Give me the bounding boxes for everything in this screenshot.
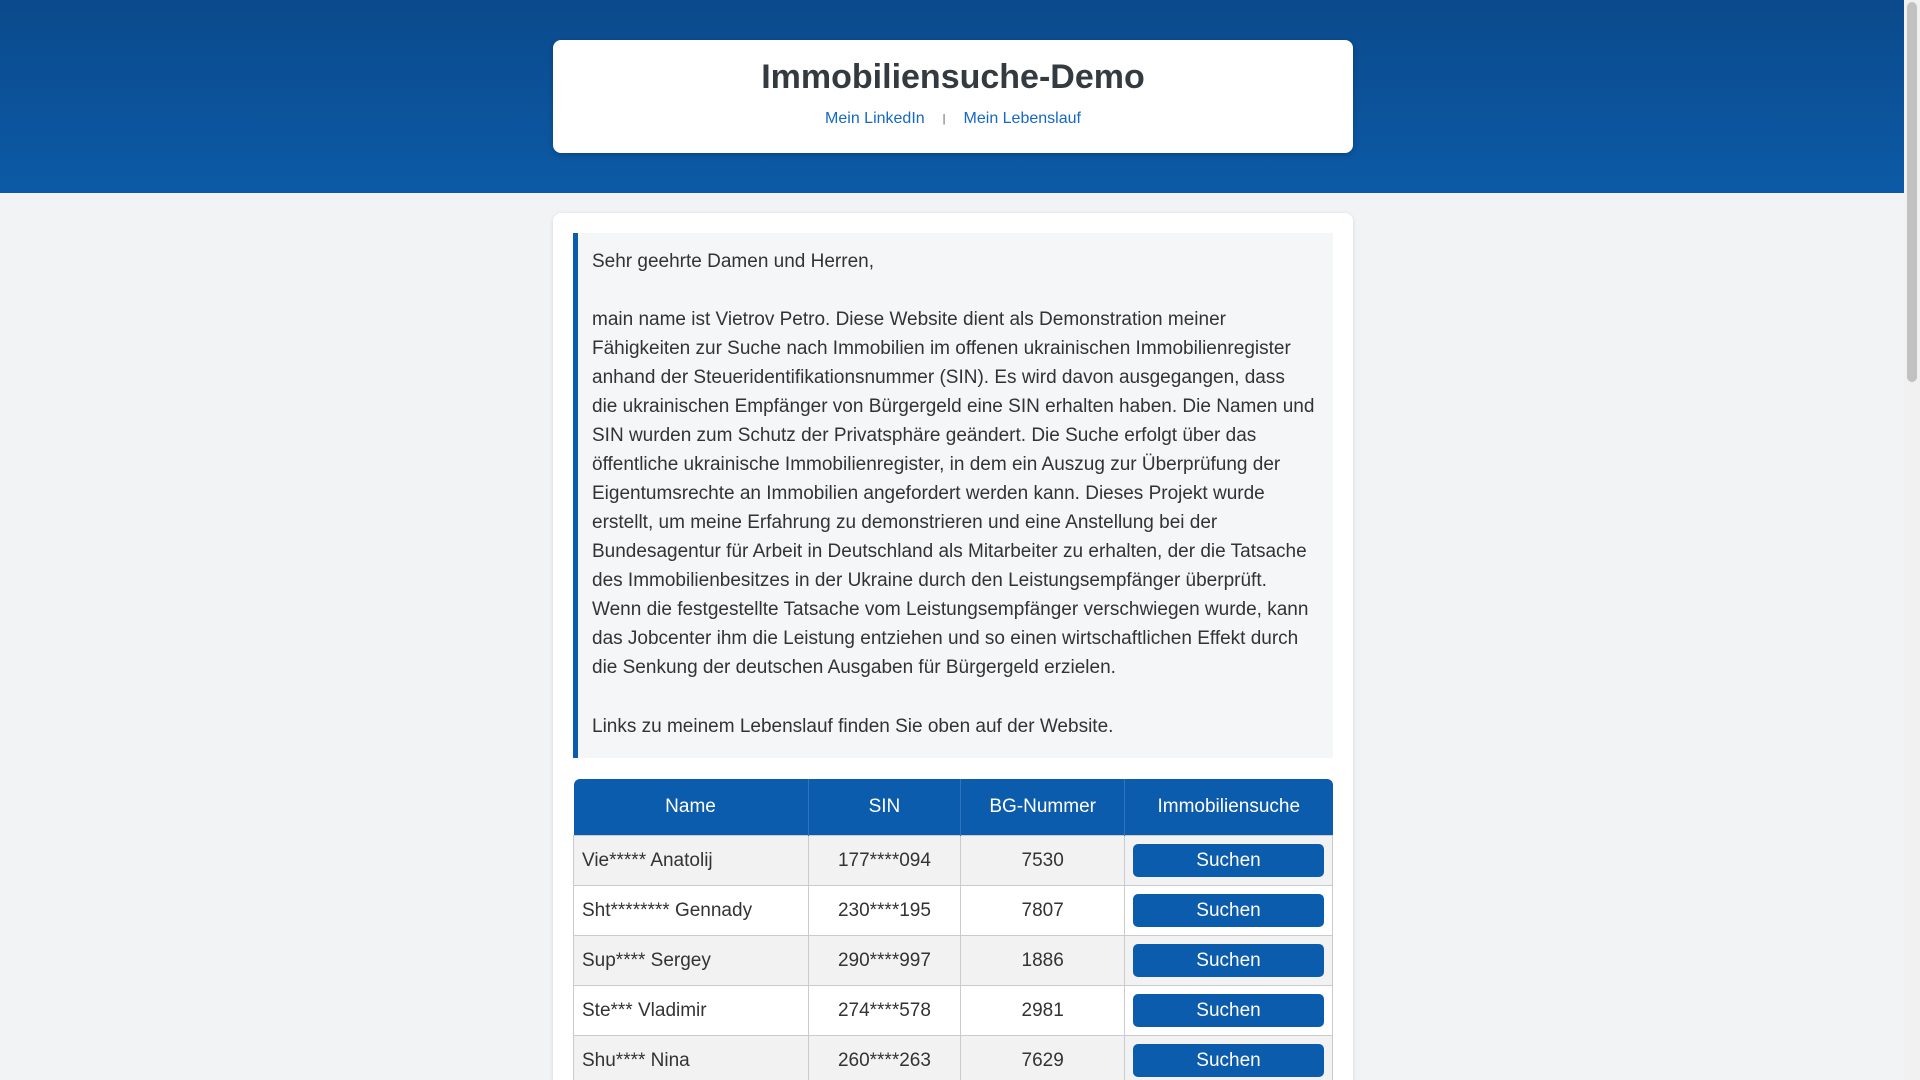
table-row xyxy=(574,1036,1333,1080)
column-header-property-search: Immobiliensuche xyxy=(1125,779,1333,836)
search-button[interactable]: Suchen xyxy=(1133,994,1324,1027)
search-button[interactable]: Suchen xyxy=(1133,1044,1324,1077)
cell-bg-number: 7629 xyxy=(961,1036,1125,1080)
column-header-sin: SIN xyxy=(808,779,961,836)
intro-body: main name ist Vietrov Petro. Diese Website dient als Demonstration meiner Fähigkeiten zur Suche nach Immobilien im offenen ukrainischen Immobilienregister anhand der Steueridentifikationsnummer (SIN). Es wird davon ausgegangen, dass die ukrainischen Empfänger von Bürgergeld eine SIN erhalten haben. Die Namen und SIN wurden zum Schutz der Privatsphäre geändert. Die Suche erfolgt über das öffentliche ukrainische Immobilienregister, in dem ein Auszug zur Überprüfung der Eigentumsrechte an Immobilien angefordert werden kann. Dieses Projekt wurde erstellt, um meine Erfahrung zu demonstrieren und eine Anstellung bei der Bundesagentur für Arbeit in Deutschland als Mitarbeiter zu erhalten, der die Tatsache des Immobilienbesitzes in der Ukraine durch den Leistungsempfänger überprüft. Wenn die festgestellte Tatsache vom Leistungsempfänger verschwiegen wurde, kann das Jobcenter ihm die Leistung entziehen und so einen wirtschaftlichen Effekt durch die Senkung der deutschen Ausgaben für Bürgergeld erzielen. xyxy=(592,309,1315,678)
cv-link[interactable]: Mein Lebenslauf xyxy=(963,110,1081,127)
column-header-name: Name xyxy=(574,779,809,836)
cell-sin: 290****997 xyxy=(808,936,961,986)
cell-action xyxy=(1125,836,1333,886)
nav-separator: | xyxy=(942,112,946,125)
results-table xyxy=(573,779,1333,1080)
intro-blockquote xyxy=(573,233,1333,758)
cell-name: Vie***** Anatolij xyxy=(574,836,809,886)
cell-bg-number: 7807 xyxy=(961,886,1125,936)
header-card xyxy=(553,40,1353,153)
cell-action xyxy=(1125,1036,1333,1080)
cell-bg-number: 7530 xyxy=(961,836,1125,886)
intro-greeting: Sehr geehrte Damen und Herren, xyxy=(592,251,874,272)
cell-sin: 230****195 xyxy=(808,886,961,936)
scrollbar-thumb[interactable] xyxy=(1907,2,1917,382)
cell-action xyxy=(1125,936,1333,986)
cell-name: Sup**** Sergey xyxy=(574,936,809,986)
cell-sin: 177****094 xyxy=(808,836,961,886)
table-row xyxy=(574,886,1333,936)
column-header-bg-number: BG-Nummer xyxy=(961,779,1125,836)
intro-closing: Links zu meinem Lebenslauf finden Sie oben auf der Website. xyxy=(592,716,1114,737)
cell-action xyxy=(1125,886,1333,936)
vertical-scrollbar[interactable] xyxy=(1904,0,1920,1080)
cell-sin: 274****578 xyxy=(808,986,961,1036)
table-row xyxy=(574,986,1333,1036)
cell-sin: 260****263 xyxy=(808,1036,961,1080)
content-card xyxy=(553,213,1353,1080)
search-button[interactable]: Suchen xyxy=(1133,944,1324,977)
table-row xyxy=(574,836,1333,886)
cell-name: Shu**** Nina xyxy=(574,1036,809,1080)
linkedin-link[interactable]: Mein LinkedIn xyxy=(825,110,925,127)
table-header-row xyxy=(574,779,1333,836)
search-button[interactable]: Suchen xyxy=(1133,894,1324,927)
cell-action xyxy=(1125,986,1333,1036)
page-title: Immobiliensuche-Demo xyxy=(761,58,1145,96)
cell-bg-number: 2981 xyxy=(961,986,1125,1036)
cell-name: Ste*** Vladimir xyxy=(574,986,809,1036)
header-banner xyxy=(0,0,1904,193)
table-row xyxy=(574,936,1333,986)
header-nav xyxy=(553,110,1353,128)
search-button[interactable]: Suchen xyxy=(1133,844,1324,877)
cell-name: Sht******** Gennady xyxy=(574,886,809,936)
cell-bg-number: 1886 xyxy=(961,936,1125,986)
